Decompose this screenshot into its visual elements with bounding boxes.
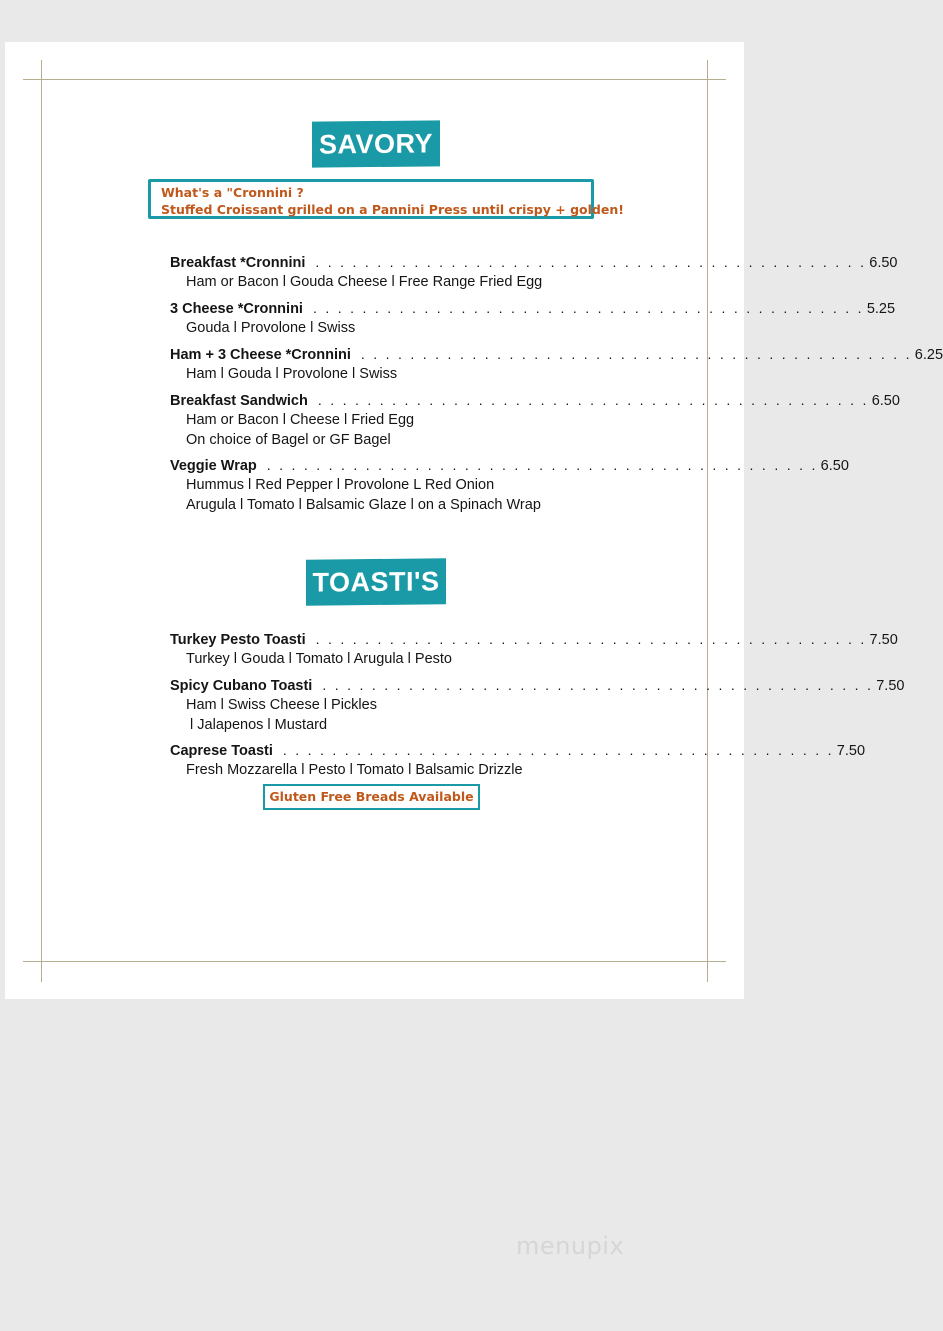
item-description: Hummus l Red Pepper l Provolone L Red Onion	[186, 477, 495, 493]
dot-leader: . . . . . . . . . . . . . . . . . . . . . . . . . . . . . . . . . . . . . . . . . . . . .	[312, 300, 864, 316]
item-description: On choice of Bagel or GF Bagel	[186, 431, 391, 448]
menu-page	[5, 42, 943, 999]
savory-heading: SAVORY	[312, 120, 440, 167]
menu-item	[170, 741, 866, 781]
menu-item	[170, 253, 898, 293]
item-name: Spicy Cubano Toasti	[170, 678, 313, 694]
menupix-watermark: menupix	[516, 1232, 625, 1260]
item-name: Caprese Toasti	[170, 743, 273, 759]
item-price: 6.50	[869, 255, 898, 271]
dot-leader: . . . . . . . . . . . . . . . . . . . . . . . . . . . . . . . . . . . . . . . . . . . . .	[317, 392, 869, 408]
gluten-free-note: Gluten Free Breads Available	[263, 784, 480, 810]
item-price: 6.50	[871, 393, 900, 409]
item-description: Ham or Bacon l Cheese l Fried Egg	[186, 412, 415, 428]
dot-leader: . . . . . . . . . . . . . . . . . . . . . . . . . . . . . . . . . . . . . . . . . . . . .	[315, 254, 867, 270]
dot-leader: . . . . . . . . . . . . . . . . . . . . . . . . . . . . . . . . . . . . . . . . . . . . .	[322, 677, 874, 693]
item-price: 6.50	[820, 458, 849, 474]
item-name: Turkey Pesto Toasti	[170, 632, 306, 648]
top-border-line	[23, 79, 726, 80]
info-question: What's a "Cronnini ?	[161, 185, 304, 200]
menu-item	[170, 391, 900, 450]
menu-item	[170, 299, 896, 339]
left-border-line	[41, 60, 42, 982]
info-answer: Stuffed Croissant grilled on a Pannini Press until crispy + golden!	[161, 202, 624, 217]
item-price: 6.25	[914, 347, 943, 363]
item-description: Arugula l Tomato l Balsamic Glaze l on a Spinach Wrap	[186, 496, 541, 513]
item-price: 7.50	[869, 632, 898, 648]
item-name: 3 Cheese *Cronnini	[170, 301, 303, 317]
menu-item	[170, 456, 849, 515]
dot-leader: . . . . . . . . . . . . . . . . . . . . . . . . . . . . . . . . . . . . . . . . . . . . .	[360, 346, 912, 362]
dot-leader: . . . . . . . . . . . . . . . . . . . . . . . . . . . . . . . . . . . . . . . . . . . . .	[315, 631, 867, 647]
menu-item	[170, 676, 905, 735]
item-name: Breakfast Sandwich	[170, 393, 308, 409]
item-description: Ham l Gouda l Provolone l Swiss	[186, 366, 398, 382]
item-description: Gouda l Provolone l Swiss	[186, 320, 356, 336]
bottom-border-line	[23, 961, 726, 962]
item-name: Ham + 3 Cheese *Cronnini	[170, 347, 351, 363]
item-description: l Jalapenos l Mustard	[186, 716, 328, 733]
dot-leader: . . . . . . . . . . . . . . . . . . . . . . . . . . . . . . . . . . . . . . . . . . . . .	[282, 742, 834, 758]
item-description: Fresh Mozzarella l Pesto l Tomato l Balsamic Drizzle	[186, 762, 523, 778]
item-description: Ham l Swiss Cheese l Pickles	[186, 697, 377, 713]
item-description: Turkey l Gouda l Tomato l Arugula l Pesto	[186, 651, 452, 667]
dot-leader: . . . . . . . . . . . . . . . . . . . . . . . . . . . . . . . . . . . . . . . . . . . . .	[266, 457, 818, 473]
item-description: Ham or Bacon l Gouda Cheese l Free Range Fried Egg	[186, 274, 543, 290]
right-border-line	[707, 60, 708, 982]
menu-item	[170, 630, 898, 670]
item-price: 5.25	[866, 301, 896, 317]
item-name: Breakfast *Cronnini	[170, 255, 306, 271]
toasti-heading: TOASTI'S	[306, 558, 446, 605]
item-name: Veggie Wrap	[170, 458, 257, 474]
item-price: 7.50	[836, 743, 866, 759]
item-price: 7.50	[876, 678, 905, 694]
menu-item	[170, 345, 943, 385]
cronnini-info-box	[148, 179, 624, 219]
